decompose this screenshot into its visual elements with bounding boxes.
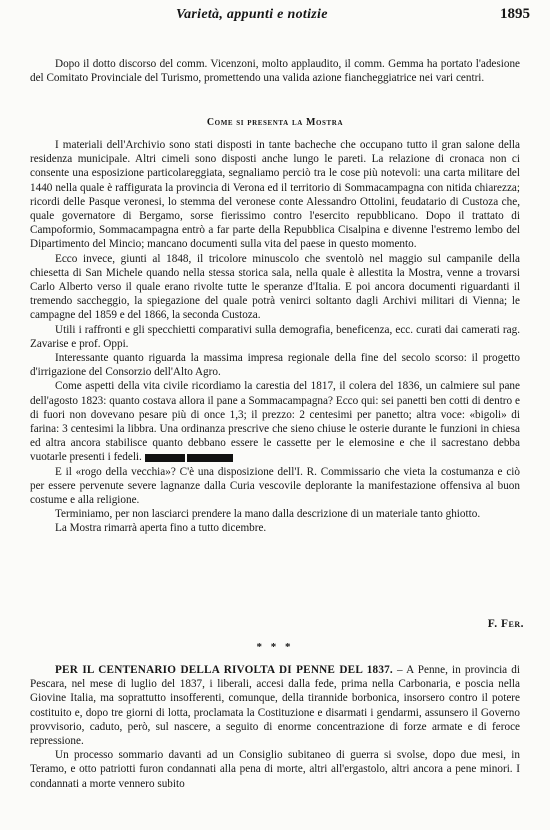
body-paragraph: Interessante quanto riguarda la massima impresa regionale della fine del secolo scorso: il progetto d'irrigazione del Consorzio dell'Alto Agro.	[30, 352, 520, 379]
article-paragraph: Un processo sommario davanti ad un Consiglio subitaneo di guerra si svolse, dopo due mesi, in Teramo, e otto patriotti furon condannati alla pena di morte, altri all'ergastolo, altri ancora a pene minori. I condannati a morte vennero subito	[30, 749, 520, 790]
article-paragraph-text: – A Penne, in provincia di Pescara, nel mese di luglio del 1837, i liberali, accesi dalla fede, prima nella Carbonaria, e poscia nella Giovine Italia, ma soprattutto insofferenti, comunque, della tirannide borbonica, insorsero contro il potere costituito e, dopo tre giorni di lotta, proclamata la Costituzione e disarmati i gendarmi, assunsero il Governo provvisorio, caduto, però, sul nascere, a seguito di enorme concentrazione di forze armate e di feroce repressione.	[30, 664, 520, 748]
section-title-text: Come si presenta la Mostra	[206, 117, 344, 128]
signature-text: F. Fer.	[487, 618, 524, 630]
ink-blot	[145, 454, 185, 462]
section-title	[0, 117, 550, 128]
article-block	[30, 663, 520, 791]
article-heading: PER IL CENTENARIO DELLA RIVOLTA DI PENNE DEL 1837.	[55, 664, 393, 676]
running-title: Varietà, appunti e notizie	[176, 7, 328, 22]
body-paragraph: I materiali dell'Archivio sono stati disposti in tante bacheche che occupano tutto il gran salone della residenza municipale. Altri cimeli sono disposti anche lungo le pareti. La relazione di cronaca non ci consente una esposizione particolareggiata, segnaliamo perciò tra le cose più notevoli: una carta militare del 1440 nella quale è raffigurata la provincia di Verona ed il territorio di Sommacampagna con nitida chiarezza; ricordi delle Pasque veronesi, lo stemma del veronese conte Alessandro Ottolini, feudatario di Custoza che, quale governatore di Bergamo, sorse fierissimo contro l'esercito repubblicano. Dopo il trattato di Campoformio, Sommacampagna entrò a far parte della Repubblica Cisalpina e divenne l'estremo lembo del Dipartimento del Mincio; mancano documenti sulla vita del paese in questo momento.	[30, 139, 520, 251]
page-number: 1895	[500, 6, 530, 22]
page-header	[0, 5, 550, 27]
body-paragraph	[30, 379, 520, 464]
body-paragraph: La Mostra rimarrà aperta fino a tutto dicembre.	[55, 522, 267, 535]
section-body	[30, 138, 520, 536]
intro-block	[30, 57, 520, 85]
body-paragraph: Ecco invece, giunti al 1848, il tricolore minuscolo che sventolò nel maggio sul campanile della chiesetta di San Michele quando nella stessa storica sala, nella quale è allestita la Mostra, venne a trovarsi Carlo Alberto verso il quale erano rivolte tutte le speranze d'Italia. E poi ancora documenti riguardanti il tremendo saccheggio, la spiegazione del quale potrà venirci soltanto dagli Archivi militari di Vienna; le campagne del 1859 e del 1866, la seconda Custoza.	[30, 252, 520, 322]
intro-paragraph: Dopo il dotto discorso del comm. Vicenzoni, molto applaudito, il comm. Gemma ha portato l'adesione del Comitato Provinciale del Turismo, promettendo una valida azione fiancheggiatrice nei vari centri.	[30, 58, 520, 85]
body-paragraph-text: Come aspetti della vita civile ricordiamo la carestia del 1817, il colera del 1836, un calmiere sul pane dell'agosto 1823: quanto costava allora il pane a Sommacampagna? Ecco qui: sei panetti ben cotti di dentro e di fuori non dovevano pesare più di once 1,3; il prezzo: 2 centesimi per panetto; altra voce: «bigoli» di farina: 3 centesimi la libbra. Una ordinanza prescrive che sieno chiuse le osterie durante le funzioni in chiesa ed altra ancora stabilisce quanto debbano essere le cassette per le elemosine e che il sacrestano debba vuotarle presenti i fedeli.	[30, 380, 520, 464]
body-paragraph: Terminiamo, per non lasciarci prendere la mano dalla descrizione di un materiale tanto ghiotto.	[55, 508, 481, 521]
body-paragraph: Utili i raffronti e gli specchietti comparativi sulla demografia, beneficenza, ecc. curati dai camerati rag. Zavarise e prof. Oppi.	[30, 323, 520, 350]
ink-blot	[187, 454, 233, 462]
article-paragraph	[30, 663, 520, 748]
author-signature	[488, 618, 524, 630]
body-paragraph: E il «rogo della vecchia»? C'è una disposizione dell'I. R. Commissario che vieta la costumanza e ciò per essere pervenute severe lagnanze dalla Curia vescovile deplorante la manifestazione offensiva al buon costume e alla religione.	[30, 465, 520, 507]
section-separator: * * *	[256, 641, 294, 653]
